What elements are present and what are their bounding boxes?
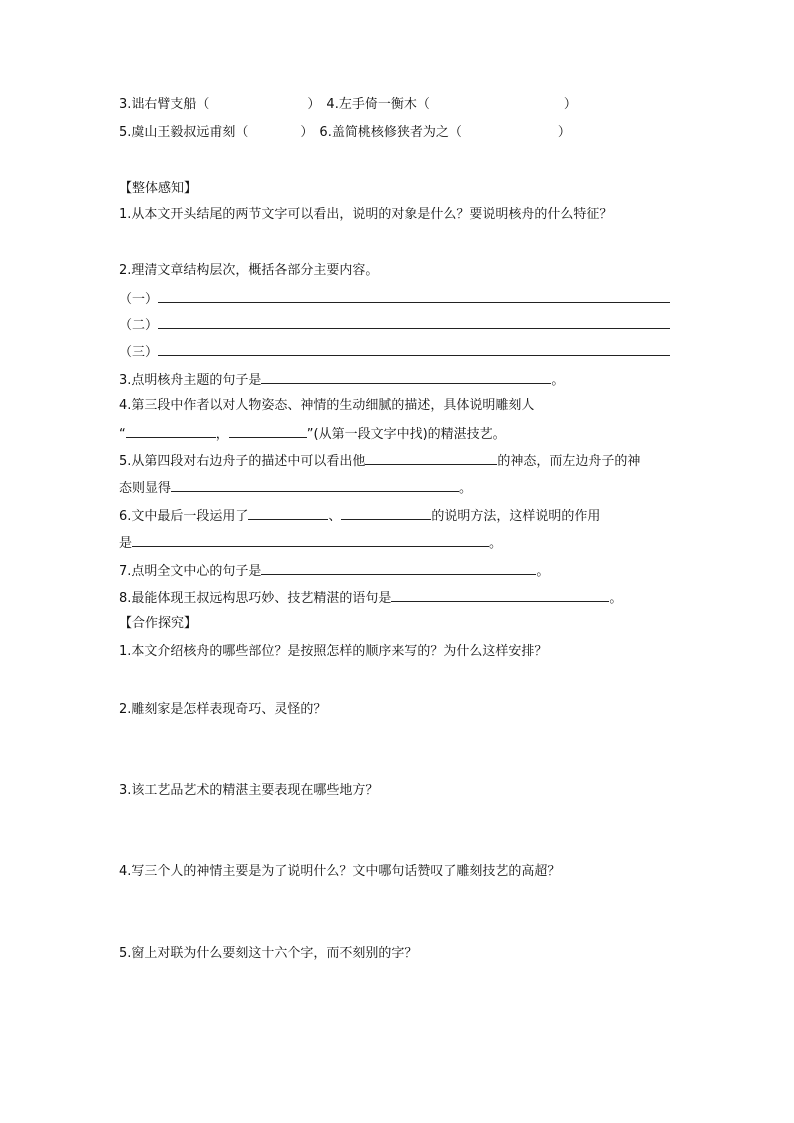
- overall-q2: 2.理清文章结构层次，概括各部分主要内容。: [119, 263, 379, 278]
- q6-sep: 、: [328, 509, 342, 524]
- q3-end: 。: [551, 373, 565, 388]
- vocab-row-1: [119, 96, 577, 114]
- q4-blank-1[interactable]: [126, 424, 216, 438]
- q3-blank[interactable]: [261, 370, 551, 384]
- overall-q4-line2: [119, 424, 506, 444]
- q4-blank-2[interactable]: [229, 424, 307, 438]
- q7-end: 。: [536, 564, 550, 579]
- coop-q1: 1.本文介绍核舟的哪些部位？是按照怎样的顺序来写的？为什么这样安排？: [119, 644, 548, 659]
- coop-q3: 3.该工艺品艺术的精湛主要表现在哪些地方？: [119, 783, 379, 798]
- q4-text-end: ”(从第一段文字中找)的精湛技艺。: [306, 427, 506, 442]
- q6-line2-text: 是: [119, 536, 133, 551]
- part-2-blank[interactable]: [158, 315, 670, 329]
- q6-text: 6.文中最后一段运用了: [119, 509, 249, 524]
- vocab-q6: 6.盖简桃核修狭者为之（: [319, 125, 462, 140]
- vocab-q6-close: ）: [557, 125, 571, 140]
- q8-blank[interactable]: [391, 588, 609, 602]
- q8-text: 8.最能体现王叔远构思巧妙、技艺精湛的语句是: [119, 591, 392, 606]
- q4-open-quote: “: [119, 427, 126, 442]
- vocab-q3-close: ）: [307, 97, 321, 112]
- overall-q4-line1: 4.第三段中作者以对人物姿态、神情的生动细腻的描述，具体说明雕刻人: [119, 398, 535, 413]
- structure-part-3: [119, 342, 670, 362]
- structure-part-1: [119, 289, 670, 309]
- q5-blank-2[interactable]: [171, 478, 459, 492]
- q8-end: 。: [609, 591, 623, 606]
- section-heading-overall: 【整体感知】: [119, 181, 198, 196]
- q5-text-mid: 的神态，而左边舟子的神: [497, 454, 641, 469]
- overall-q6-line1: [119, 506, 600, 526]
- coop-q5: 5.窗上对联为什么要刻这十六个字，而不刻别的字？: [119, 946, 418, 961]
- q5-end: 。: [459, 481, 473, 496]
- overall-q8: [119, 588, 622, 608]
- part-3-blank[interactable]: [158, 342, 670, 356]
- section-heading-coop: 【合作探究】: [119, 616, 198, 631]
- q4-comma: ，: [215, 427, 229, 442]
- overall-q5-line2: [119, 478, 472, 498]
- part-1-label: （一）: [119, 292, 159, 307]
- vocab-q5: 5.虞山王毅叔远甫刻（: [119, 125, 249, 140]
- q7-blank[interactable]: [261, 561, 536, 575]
- q6-blank-3[interactable]: [132, 533, 489, 547]
- overall-q1: 1.从本文开头结尾的两节文字可以看出，说明的对象是什么？要说明核舟的什么特征？: [119, 207, 613, 222]
- coop-q4: 4.写三个人的神情主要是为了说明什么？文中哪句话赞叹了雕刻技艺的高超？: [119, 864, 561, 879]
- vocab-q4-close: ）: [563, 97, 577, 112]
- vocab-q5-close: ）: [300, 125, 314, 140]
- part-1-blank[interactable]: [158, 289, 670, 303]
- q6-blank-1[interactable]: [248, 506, 328, 520]
- q5-line2-text: 态则显得: [119, 481, 172, 496]
- q6-blank-2[interactable]: [341, 506, 431, 520]
- q7-text: 7.点明全文中心的句子是: [119, 564, 262, 579]
- vocab-q4: 4.左手倚一衡木（: [326, 97, 430, 112]
- overall-q7: [119, 561, 549, 581]
- vocab-row-2: [119, 124, 571, 142]
- overall-q5-line1: [119, 451, 640, 471]
- q5-blank-1[interactable]: [365, 451, 497, 465]
- coop-q2: 2.雕刻家是怎样表现奇巧、灵怪的？: [119, 702, 327, 717]
- q6-text-mid: 的说明方法，这样说明的作用: [431, 509, 601, 524]
- q3-text: 3.点明核舟主题的句子是: [119, 373, 262, 388]
- part-2-label: （二）: [119, 318, 159, 333]
- part-3-label: （三）: [119, 345, 159, 360]
- q5-text: 5.从第四段对右边舟子的描述中可以看出他: [119, 454, 366, 469]
- overall-q6-line2: [119, 533, 502, 553]
- structure-part-2: [119, 315, 670, 335]
- overall-q3: [119, 370, 564, 390]
- q6-end: 。: [489, 536, 503, 551]
- vocab-q3: 3.诎右臂支船（: [119, 97, 210, 112]
